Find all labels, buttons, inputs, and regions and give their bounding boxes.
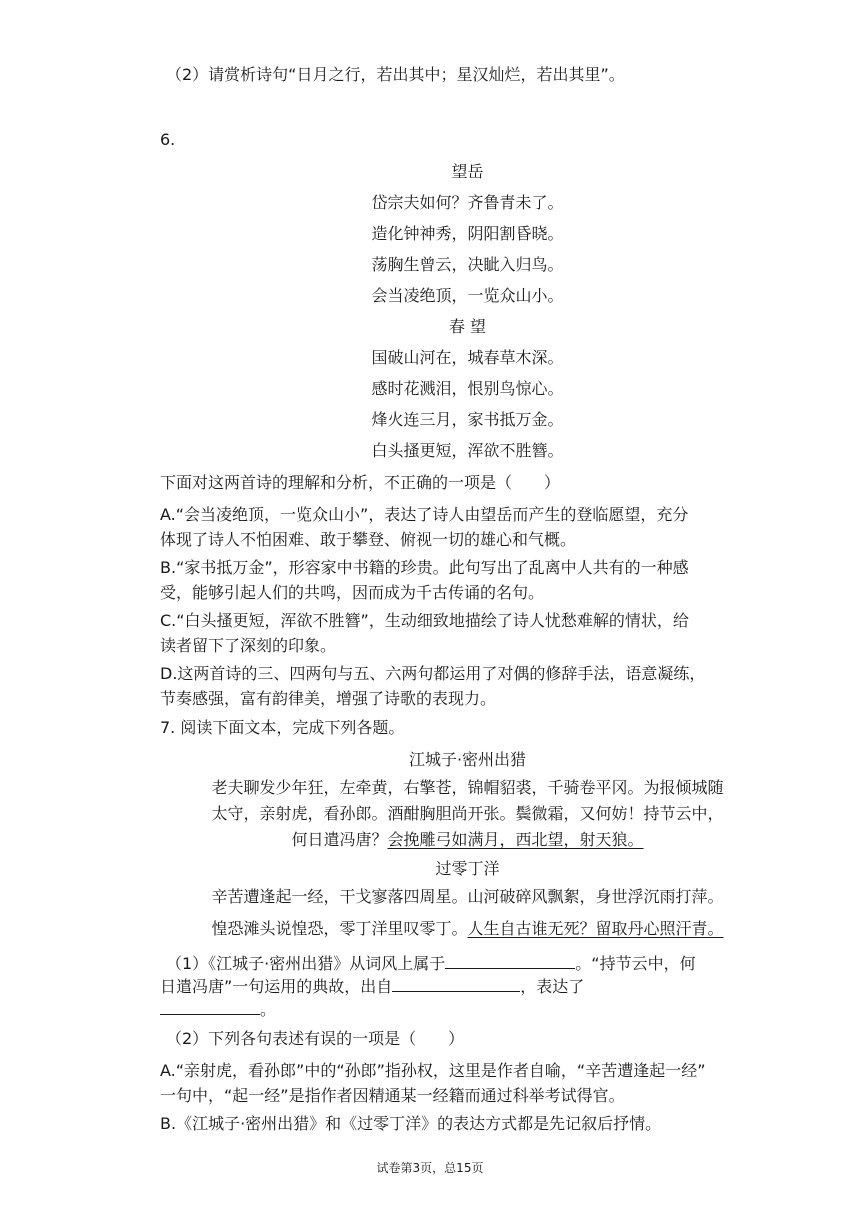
q5-sub2: （2）请赏析诗句“日月之行，若出其中；星汉灿烂，若出其里”。 <box>166 65 625 84</box>
poem-line: 造化钟神秀，阴阳割昏晓。 <box>371 224 564 243</box>
q6-question: 下面对这两首诗的理解和分析，不正确的一项是（ ） <box>160 473 561 492</box>
answer-blank-2[interactable] <box>392 973 520 992</box>
q7-sub2-option-b: B.《江城子·密州出猎》和《过零丁洋》的表达方式都是先记叙后抒情。 <box>160 1114 662 1133</box>
poem-title-wangyue: 望岳 <box>451 162 484 181</box>
answer-blank-3[interactable] <box>160 996 260 1015</box>
poem-line: 国破山河在，城春草木深。 <box>371 348 564 367</box>
q6-option-c: C.“白头搔更短，浑欲不胜簪”，生动细致地描绘了诗人忧愁难解的情状，给 <box>160 611 689 630</box>
q7-sub2-question: （2）下列各句表述有误的一项是（ ） <box>166 1029 465 1048</box>
poem-line: 荡胸生曾云，决眦入归鸟。 <box>371 255 564 274</box>
poem-title-chunwang: 春 望 <box>448 317 487 336</box>
q7-sub1-line1: （1）《江城子·密州出猎》从词风上属于 。“持节云中，何 <box>166 950 696 976</box>
poem-text-underlined: 人生自古谁无死？留取丹心照汗青。 <box>467 919 724 938</box>
poem-line: 感时花溅泪，恨别鸟惊心。 <box>371 379 564 398</box>
poem-text-line2 <box>160 917 775 941</box>
q6-option-a: A.“会当凌绝顶，一览众山小”，表达了诗人由望岳而产生的登临愿望，充分 <box>160 505 689 524</box>
poem-text: 太守，亲射虎，看孙郎。酒酣胸胆尚开张。鬓微霜，又何妨！持节云中， <box>211 804 724 823</box>
poem-title-guolingdingyang: 过零丁洋 <box>435 859 500 878</box>
poem-text-plain: 何日遣冯唐？ <box>291 830 388 849</box>
poem-text-plain: 惶恐滩头说惶恐，零丁洋里叹零丁。 <box>211 919 468 938</box>
poem-text: 老夫聊发少年狂，左牵黄，右擎苍，锦帽貂裘，千骑卷平冈。为报倾城随 <box>211 778 724 797</box>
q6-option-c-cont: 读者留下了深刻的印象。 <box>160 636 337 655</box>
poem-title-jiangchengzi: 江城子·密州出猎 <box>408 750 527 769</box>
answer-blank-1[interactable] <box>445 950 575 969</box>
poem-text-underlined: 会挽雕弓如满月，西北望，射天狼。 <box>387 830 644 849</box>
poem-text: 辛苦遭逢起一经，干戈寥落四周星。山河破碎风飘絮，身世浮沉雨打萍。 <box>211 887 724 906</box>
poem-line: 白头搔更短，浑欲不胜簪。 <box>371 441 564 460</box>
poem-text-line3 <box>160 828 775 852</box>
poem-line: 烽火连三月，家书抵万金。 <box>371 410 564 429</box>
q7-sub1-line2: 日遣冯唐”一句运用的典故，出自 ，表达了 <box>160 973 584 999</box>
page-footer: 试卷第3页，总15页 <box>376 1161 484 1175</box>
q6-number: 6. <box>160 130 176 149</box>
q6-option-a-cont: 体现了诗人不怕困难、敢于攀登、俯视一切的雄心和气概。 <box>160 530 577 549</box>
q6-option-b: B.“家书抵万金”，形容家中书籍的珍贵。此句写出了乱离中人共有的一种感 <box>160 558 689 577</box>
q6-option-b-cont: 受，能够引起人们的共鸣，因而成为千古传诵的名句。 <box>160 583 545 602</box>
q6-option-d-cont: 节奏感强，富有韵律美，增强了诗歌的表现力。 <box>160 689 497 708</box>
poem-line: 会当凌绝顶，一览众山小。 <box>371 286 564 305</box>
q7-sub1-line3: 。 <box>160 996 276 1022</box>
q7-sub2-option-a-cont: 一句中，“起一经”是指作者因精通某一经籍而通过科举考试得官。 <box>160 1086 625 1105</box>
q6-option-d: D.这两首诗的三、四两句与五、六两句都运用了对偶的修辞手法，语意凝练， <box>160 664 706 683</box>
q7-sub2-option-a: A.“亲射虎，看孙郎”中的“孙郎”指孙权，这里是作者自喻，“辛苦遭逢起一经” <box>160 1061 706 1080</box>
poem-line: 岱宗夫如何？齐鲁青未了。 <box>371 193 564 212</box>
q7-intro: 7. 阅读下面文本，完成下列各题。 <box>160 718 405 737</box>
